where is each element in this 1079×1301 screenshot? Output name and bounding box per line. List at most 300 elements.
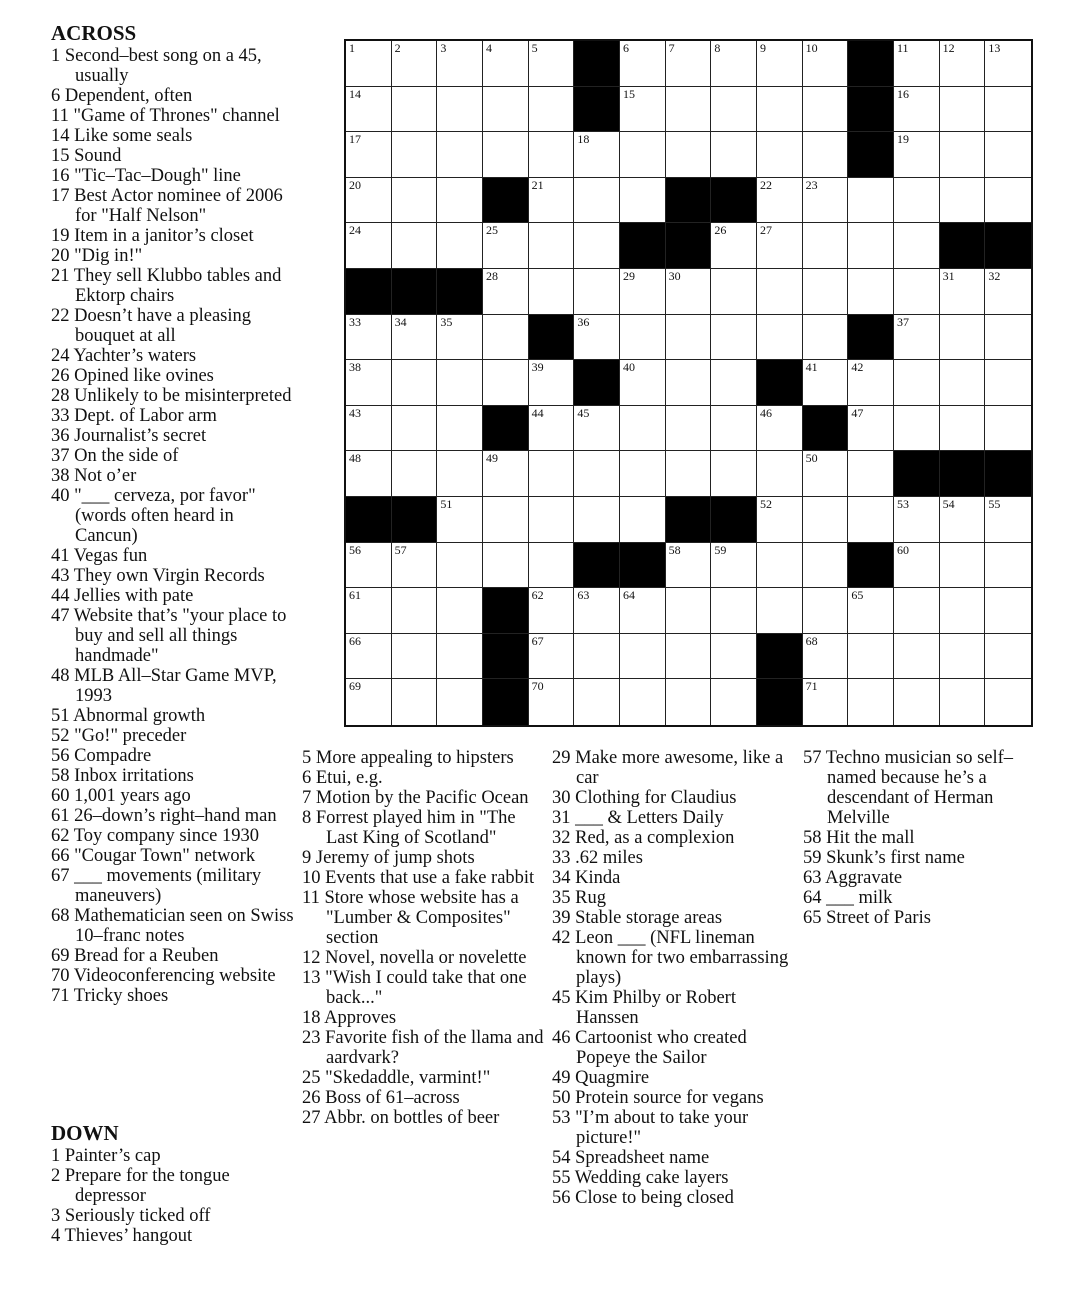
grid-cell[interactable] xyxy=(848,451,894,497)
cell-number: 25 xyxy=(486,223,498,238)
grid-cell[interactable] xyxy=(574,588,620,634)
clue-text: Prepare for the tongue depressor xyxy=(60,1166,230,1206)
clue-number: 59 xyxy=(803,848,822,868)
grid-cell[interactable] xyxy=(711,679,757,725)
grid-cell[interactable] xyxy=(711,223,757,269)
grid-cell[interactable] xyxy=(711,406,757,452)
cell-number: 17 xyxy=(349,132,361,147)
grid-cell[interactable] xyxy=(392,178,438,224)
grid-cell[interactable] xyxy=(529,451,575,497)
grid-cell[interactable] xyxy=(985,406,1031,452)
grid-cell[interactable] xyxy=(392,679,438,725)
grid-cell[interactable] xyxy=(940,497,986,543)
grid-cell[interactable] xyxy=(483,543,529,589)
clue-across-6 xyxy=(51,86,299,106)
clue-text: Abnormal growth xyxy=(69,706,206,726)
black-square xyxy=(574,41,620,87)
grid-cell[interactable] xyxy=(529,634,575,680)
grid-cell[interactable] xyxy=(940,41,986,87)
grid-cell[interactable] xyxy=(620,497,666,543)
clue-across-41 xyxy=(51,546,299,566)
clue-across-24 xyxy=(51,346,299,366)
clue-text: Jeremy of jump shots xyxy=(311,848,475,868)
cell-number: 31 xyxy=(942,268,955,283)
grid-cell[interactable] xyxy=(757,41,803,87)
grid-cell[interactable] xyxy=(529,178,575,224)
grid-cell[interactable] xyxy=(437,451,483,497)
grid-cell[interactable] xyxy=(894,497,940,543)
cell-number: 67 xyxy=(531,633,544,648)
grid-cell[interactable] xyxy=(483,41,529,87)
grid-cell[interactable] xyxy=(803,178,849,224)
down-clues-col-4 xyxy=(803,748,1043,928)
grid-cell[interactable] xyxy=(620,41,666,87)
grid-cell[interactable] xyxy=(620,679,666,725)
clue-text: Events that use a fake rabbit xyxy=(320,868,535,888)
grid-cell[interactable] xyxy=(437,315,483,361)
grid-cell[interactable] xyxy=(894,315,940,361)
grid-cell[interactable] xyxy=(848,178,894,224)
grid-cell[interactable] xyxy=(620,269,666,315)
grid-cell[interactable] xyxy=(392,223,438,269)
grid-cell[interactable] xyxy=(620,588,666,634)
grid-cell[interactable] xyxy=(346,543,392,589)
grid-cell[interactable] xyxy=(985,178,1031,224)
grid-cell[interactable] xyxy=(666,543,712,589)
grid-cell[interactable] xyxy=(437,497,483,543)
grid-cell[interactable] xyxy=(666,41,712,87)
grid-cell[interactable] xyxy=(392,132,438,178)
grid-cell[interactable] xyxy=(437,360,483,406)
grid-cell[interactable] xyxy=(940,87,986,133)
grid-cell[interactable] xyxy=(894,269,940,315)
clue-down_col2-13 xyxy=(302,968,547,1008)
clue-number: 63 xyxy=(803,868,822,888)
cell-number: 56 xyxy=(349,542,361,557)
grid-cell[interactable] xyxy=(437,223,483,269)
clue-text: Seriously ticked off xyxy=(60,1206,211,1226)
grid-cell[interactable] xyxy=(940,588,986,634)
grid-cell[interactable] xyxy=(757,588,803,634)
cell-number: 68 xyxy=(805,633,818,648)
grid-cell[interactable] xyxy=(848,269,894,315)
grid-cell[interactable] xyxy=(529,87,575,133)
clue-text: Videoconferencing website xyxy=(69,966,276,986)
grid-cell[interactable] xyxy=(529,269,575,315)
clue-text: Dependent, often xyxy=(60,86,193,106)
clue-across-51 xyxy=(51,706,299,726)
grid-cell[interactable] xyxy=(392,543,438,589)
clue-number: 26 xyxy=(51,366,70,386)
cell-number: 43 xyxy=(349,405,361,420)
grid-cell[interactable] xyxy=(985,360,1031,406)
grid-cell[interactable] xyxy=(803,315,849,361)
cell-number: 54 xyxy=(942,496,955,511)
grid-cell[interactable] xyxy=(803,543,849,589)
grid-cell[interactable] xyxy=(894,360,940,406)
grid-cell[interactable] xyxy=(346,588,392,634)
grid-cell[interactable] xyxy=(894,87,940,133)
grid-cell[interactable] xyxy=(392,360,438,406)
clue-across-36 xyxy=(51,426,299,446)
grid-cell[interactable] xyxy=(346,406,392,452)
grid-cell[interactable] xyxy=(392,315,438,361)
cell-number: 58 xyxy=(668,542,681,557)
grid-cell[interactable] xyxy=(346,360,392,406)
grid-cell[interactable] xyxy=(620,406,666,452)
grid-cell[interactable] xyxy=(803,360,849,406)
grid-cell[interactable] xyxy=(346,679,392,725)
clue-text: Thieves’ hangout xyxy=(60,1226,193,1246)
grid-cell[interactable] xyxy=(894,132,940,178)
grid-cell[interactable] xyxy=(666,315,712,361)
clue-number: 39 xyxy=(552,908,571,928)
cell-number: 53 xyxy=(897,496,909,511)
grid-cell[interactable] xyxy=(666,269,712,315)
grid-cell[interactable] xyxy=(574,223,620,269)
clue-number: 35 xyxy=(552,888,571,908)
grid-cell[interactable] xyxy=(437,406,483,452)
grid-cell[interactable] xyxy=(483,132,529,178)
clue-across-26 xyxy=(51,366,299,386)
grid-cell[interactable] xyxy=(346,634,392,680)
clue-text: Mathematician seen on Swiss 10–franc notes xyxy=(69,906,294,946)
clue-number: 24 xyxy=(51,346,70,366)
clue-number: 56 xyxy=(552,1188,571,1208)
grid-cell[interactable] xyxy=(757,315,803,361)
grid-cell[interactable] xyxy=(757,406,803,452)
grid-cell[interactable] xyxy=(985,315,1031,361)
black-square xyxy=(574,360,620,406)
grid-cell[interactable] xyxy=(620,634,666,680)
grid-cell[interactable] xyxy=(894,178,940,224)
clue-across-22 xyxy=(51,306,299,346)
grid-cell[interactable] xyxy=(803,41,849,87)
cell-number: 29 xyxy=(623,268,635,283)
clue-text: "Cougar Town" network xyxy=(69,846,256,866)
clue-down_col3-45 xyxy=(552,988,800,1028)
grid-cell[interactable] xyxy=(574,269,620,315)
grid-cell[interactable] xyxy=(574,178,620,224)
grid-cell[interactable] xyxy=(437,543,483,589)
grid-cell[interactable] xyxy=(711,360,757,406)
grid-cell[interactable] xyxy=(848,360,894,406)
grid-cell[interactable] xyxy=(711,543,757,589)
grid-cell[interactable] xyxy=(985,497,1031,543)
grid-cell[interactable] xyxy=(666,360,712,406)
grid-cell[interactable] xyxy=(529,132,575,178)
grid-cell[interactable] xyxy=(894,406,940,452)
grid-cell[interactable] xyxy=(848,406,894,452)
grid-cell[interactable] xyxy=(803,132,849,178)
grid-cell[interactable] xyxy=(574,679,620,725)
clue-down_col2-5 xyxy=(302,748,547,768)
grid-cell[interactable] xyxy=(392,406,438,452)
grid-cell[interactable] xyxy=(483,451,529,497)
grid-cell[interactable] xyxy=(392,451,438,497)
clue-down_col1-3 xyxy=(51,1206,299,1226)
grid-cell[interactable] xyxy=(346,315,392,361)
grid-cell[interactable] xyxy=(848,634,894,680)
clue-text: ___ milk xyxy=(821,888,893,908)
grid-cell[interactable] xyxy=(848,223,894,269)
black-square xyxy=(437,269,483,315)
grid-cell[interactable] xyxy=(757,543,803,589)
grid-cell[interactable] xyxy=(620,451,666,497)
clue-across-20 xyxy=(51,246,299,266)
grid-cell[interactable] xyxy=(940,679,986,725)
grid-cell[interactable] xyxy=(803,497,849,543)
grid-cell[interactable] xyxy=(346,87,392,133)
grid-cell[interactable] xyxy=(894,634,940,680)
black-square xyxy=(483,679,529,725)
grid-cell[interactable] xyxy=(940,315,986,361)
grid-cell[interactable] xyxy=(848,588,894,634)
clue-down_col2-8 xyxy=(302,808,547,848)
grid-cell[interactable] xyxy=(574,315,620,361)
grid-cell[interactable] xyxy=(620,360,666,406)
clue-number: 62 xyxy=(51,826,70,846)
grid-cell[interactable] xyxy=(392,87,438,133)
grid-cell[interactable] xyxy=(757,132,803,178)
cell-number: 16 xyxy=(897,86,909,101)
grid-cell[interactable] xyxy=(803,87,849,133)
cell-number: 6 xyxy=(623,41,629,55)
grid-cell[interactable] xyxy=(711,269,757,315)
clue-across-44 xyxy=(51,586,299,606)
clue-number: 10 xyxy=(302,868,321,888)
grid-cell[interactable] xyxy=(529,360,575,406)
grid-cell[interactable] xyxy=(392,634,438,680)
grid-cell[interactable] xyxy=(620,132,666,178)
clue-number: 53 xyxy=(552,1108,571,1128)
grid-cell[interactable] xyxy=(437,679,483,725)
cell-number: 22 xyxy=(760,177,772,192)
grid-cell[interactable] xyxy=(711,87,757,133)
grid-cell[interactable] xyxy=(437,87,483,133)
grid-cell[interactable] xyxy=(757,178,803,224)
black-square xyxy=(483,178,529,224)
grid-cell[interactable] xyxy=(985,269,1031,315)
grid-cell[interactable] xyxy=(392,41,438,87)
grid-cell[interactable] xyxy=(985,634,1031,680)
grid-cell[interactable] xyxy=(666,588,712,634)
cell-number: 30 xyxy=(668,268,681,283)
grid-cell[interactable] xyxy=(437,588,483,634)
clue-text: Wedding cake layers xyxy=(570,1168,729,1188)
clue-number: 13 xyxy=(302,968,321,988)
grid-cell[interactable] xyxy=(574,451,620,497)
grid-cell[interactable] xyxy=(483,360,529,406)
grid-cell[interactable] xyxy=(803,588,849,634)
clue-across-47 xyxy=(51,606,299,666)
cell-number: 15 xyxy=(623,86,635,101)
grid-cell[interactable] xyxy=(529,543,575,589)
grid-cell[interactable] xyxy=(437,634,483,680)
grid-cell[interactable] xyxy=(574,132,620,178)
cell-number: 57 xyxy=(394,542,407,557)
cell-number: 27 xyxy=(760,223,772,238)
black-square xyxy=(848,315,894,361)
cell-number: 2 xyxy=(394,41,401,55)
cell-number: 13 xyxy=(988,41,1001,55)
grid-cell[interactable] xyxy=(483,269,529,315)
grid-cell[interactable] xyxy=(346,223,392,269)
grid-cell[interactable] xyxy=(666,132,712,178)
grid-cell[interactable] xyxy=(711,41,757,87)
grid-cell[interactable] xyxy=(894,679,940,725)
clue-text: Tricky shoes xyxy=(69,986,169,1006)
black-square xyxy=(757,679,803,725)
clue-number: 31 xyxy=(552,808,571,828)
grid-cell[interactable] xyxy=(483,87,529,133)
grid-cell[interactable] xyxy=(529,497,575,543)
clue-across-40 xyxy=(51,486,299,546)
clue-number: 4 xyxy=(51,1226,61,1246)
clue-across-43 xyxy=(51,566,299,586)
grid-cell[interactable] xyxy=(894,543,940,589)
grid-cell[interactable] xyxy=(620,178,666,224)
grid-cell[interactable] xyxy=(711,132,757,178)
black-square xyxy=(666,223,712,269)
clue-number: 48 xyxy=(51,666,70,686)
clue-text: Sound xyxy=(69,146,122,166)
grid-cell[interactable] xyxy=(346,451,392,497)
grid-cell[interactable] xyxy=(437,178,483,224)
grid-cell[interactable] xyxy=(666,634,712,680)
black-square xyxy=(894,451,940,497)
grid-cell[interactable] xyxy=(529,588,575,634)
clue-number: 58 xyxy=(803,828,822,848)
cell-number: 63 xyxy=(577,588,590,603)
grid-cell[interactable] xyxy=(529,406,575,452)
clue-number: 52 xyxy=(51,726,70,746)
black-square xyxy=(392,269,438,315)
clue-number: 16 xyxy=(51,166,70,186)
grid-cell[interactable] xyxy=(803,451,849,497)
clue-text: Leon ___ (NFL lineman known for two embarrassing plays) xyxy=(570,928,789,988)
grid-cell[interactable] xyxy=(940,360,986,406)
black-square xyxy=(483,634,529,680)
grid-cell[interactable] xyxy=(894,588,940,634)
clue-down_col3-49 xyxy=(552,1068,800,1088)
grid-cell[interactable] xyxy=(894,41,940,87)
grid-cell[interactable] xyxy=(848,679,894,725)
cell-number: 32 xyxy=(988,268,1001,283)
grid-cell[interactable] xyxy=(346,132,392,178)
clue-across-48 xyxy=(51,666,299,706)
grid-cell[interactable] xyxy=(985,132,1031,178)
grid-cell[interactable] xyxy=(346,41,392,87)
across-heading: ACROSS xyxy=(51,21,137,45)
black-square xyxy=(848,543,894,589)
grid-cell[interactable] xyxy=(757,223,803,269)
clue-number: 18 xyxy=(302,1008,321,1028)
grid-cell[interactable] xyxy=(985,588,1031,634)
clue-down_col3-29 xyxy=(552,748,800,788)
grid-cell[interactable] xyxy=(757,87,803,133)
grid-cell[interactable] xyxy=(803,634,849,680)
cell-number: 33 xyxy=(349,314,361,329)
grid-cell[interactable] xyxy=(574,634,620,680)
grid-cell[interactable] xyxy=(346,178,392,224)
grid-cell[interactable] xyxy=(757,451,803,497)
grid-cell[interactable] xyxy=(666,406,712,452)
grid-cell[interactable] xyxy=(803,269,849,315)
grid-cell[interactable] xyxy=(483,315,529,361)
grid-cell[interactable] xyxy=(940,132,986,178)
grid-cell[interactable] xyxy=(620,87,666,133)
clue-text: ___ & Letters Daily xyxy=(570,808,724,828)
grid-cell[interactable] xyxy=(620,315,666,361)
grid-cell[interactable] xyxy=(985,41,1031,87)
grid-cell[interactable] xyxy=(848,497,894,543)
grid-cell[interactable] xyxy=(757,497,803,543)
grid-cell[interactable] xyxy=(985,543,1031,589)
grid-cell[interactable] xyxy=(940,269,986,315)
clue-down_col3-55 xyxy=(552,1168,800,1188)
clue-text: Skunk’s first name xyxy=(821,848,965,868)
black-square xyxy=(940,223,986,269)
black-square xyxy=(848,87,894,133)
grid-cell[interactable] xyxy=(483,223,529,269)
clue-number: 38 xyxy=(51,466,70,486)
clue-number: 69 xyxy=(51,946,70,966)
clue-text: "Skedaddle, varmint!" xyxy=(320,1068,491,1088)
clue-down_col3-50 xyxy=(552,1088,800,1108)
grid-cell[interactable] xyxy=(803,223,849,269)
grid-cell[interactable] xyxy=(940,406,986,452)
clue-down_col4-59 xyxy=(803,848,1043,868)
grid-cell[interactable] xyxy=(711,315,757,361)
grid-cell[interactable] xyxy=(392,588,438,634)
clue-text: ___ movements (military maneuvers) xyxy=(69,866,262,906)
grid-cell[interactable] xyxy=(711,451,757,497)
black-square xyxy=(529,315,575,361)
grid-cell[interactable] xyxy=(940,634,986,680)
clue-number: 8 xyxy=(302,808,312,828)
grid-cell[interactable] xyxy=(437,41,483,87)
grid-cell[interactable] xyxy=(894,223,940,269)
clue-number: 30 xyxy=(552,788,571,808)
grid-cell[interactable] xyxy=(711,588,757,634)
grid-cell[interactable] xyxy=(574,406,620,452)
grid-cell[interactable] xyxy=(666,87,712,133)
grid-cell[interactable] xyxy=(711,634,757,680)
clue-across-21 xyxy=(51,266,299,306)
grid-cell[interactable] xyxy=(437,132,483,178)
grid-cell[interactable] xyxy=(666,451,712,497)
grid-cell[interactable] xyxy=(985,87,1031,133)
grid-cell[interactable] xyxy=(529,223,575,269)
black-square xyxy=(757,634,803,680)
cell-number: 59 xyxy=(714,542,727,557)
clue-number: 20 xyxy=(51,246,70,266)
grid-cell[interactable] xyxy=(666,679,712,725)
clue-text: Motion by the Pacific Ocean xyxy=(311,788,529,808)
grid-cell[interactable] xyxy=(803,679,849,725)
grid-cell[interactable] xyxy=(940,178,986,224)
grid-cell[interactable] xyxy=(940,543,986,589)
grid-cell[interactable] xyxy=(985,679,1031,725)
clue-text: Red, as a complexion xyxy=(570,828,735,848)
grid-cell[interactable] xyxy=(757,269,803,315)
grid-cell[interactable] xyxy=(529,41,575,87)
grid-cell[interactable] xyxy=(529,679,575,725)
grid-cell[interactable] xyxy=(574,497,620,543)
grid-cell[interactable] xyxy=(483,497,529,543)
clue-text: Not o’er xyxy=(69,466,137,486)
